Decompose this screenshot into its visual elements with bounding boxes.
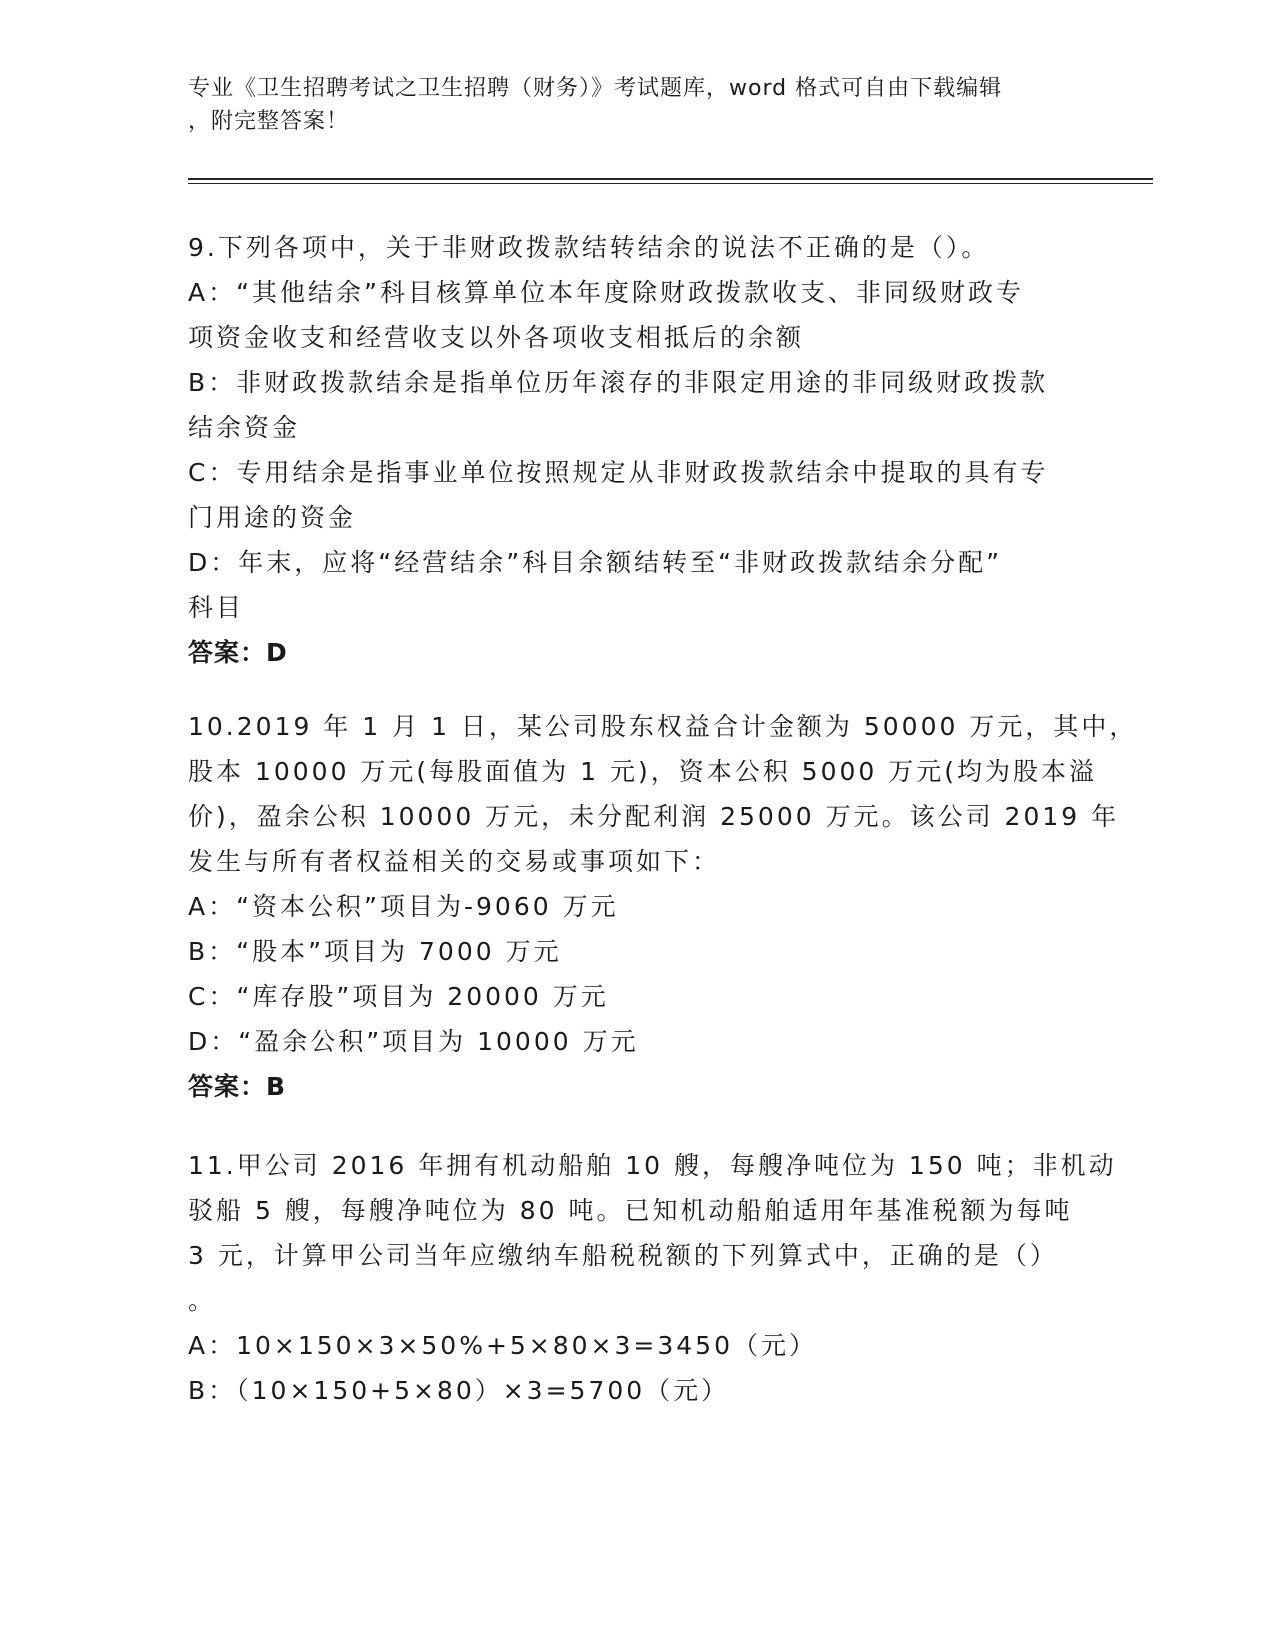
question-11 [188,1143,1117,1413]
question-9 [188,225,1088,675]
header-divider [188,178,1153,180]
answer-line: 答案：B [188,1072,287,1101]
option-line: 科目 [188,593,245,622]
option-line: A：10×150×3×50%+5×80×3=3450（元） [188,1331,817,1360]
question-line: 10.2019 年 1 月 1 日，某公司股东权益合计金额为 50000 万元，其中， [188,712,1138,741]
question-line: 发生与所有者权益相关的交易或事项如下： [188,847,721,876]
question-line: 3 元，计算甲公司当年应缴纳车船税税额的下列算式中，正确的是（） [188,1241,1058,1270]
question-line: 驳船 5 艘，每艘净吨位为 80 吨。已知机动船舶适用年基准税额为每吨 [188,1196,1073,1225]
answer-line: 答案：D [188,638,288,667]
option-line: 项资金收支和经营收支以外各项收支相抵后的余额 [188,323,805,352]
document-header [188,72,1088,138]
header-line: ，附完整答案！ [188,109,350,134]
option-line: C：“库存股”项目为 20000 万元 [188,982,609,1011]
header-divider [188,183,1153,184]
question-line: 11.甲公司 2016 年拥有机动船舶 10 艘，每艘净吨位为 150 吨；非机动 [188,1151,1117,1180]
header-line: 专业《卫生招聘考试之卫生招聘（财务）》考试题库，word 格式可自由下载编辑 [188,76,1003,101]
question-line: 价)，盈余公积 10000 万元，未分配利润 25000 万元。该公司 2019 年 [188,802,1120,831]
option-line: A：“资本公积”项目为-9060 万元 [188,892,619,921]
option-line: B：非财政拨款结余是指单位历年滚存的非限定用途的非同级财政拨款 [188,368,1049,397]
option-line: D：年末，应将“经营结余”科目余额结转至“非财政拨款结余分配” [188,548,1003,577]
option-line: B：“股本”项目为 7000 万元 [188,937,562,966]
option-line: A：“其他结余”科目核算单位本年度除财政拨款收支、非同级财政专 [188,278,1025,307]
question-line: 9.下列各项中，关于非财政拨款结转结余的说法不正确的是（）。 [188,233,990,262]
option-line: D：“盈余公积”项目为 10000 万元 [188,1027,639,1056]
option-line: 结余资金 [188,413,301,442]
question-line: 。 [188,1286,217,1315]
option-line: 门用途的资金 [188,503,357,532]
question-line: 股本 10000 万元(每股面值为 1 元)，资本公积 5000 万元(均为股本溢 [188,757,1098,786]
option-line: C：专用结余是指事业单位按照规定从非财政拨款结余中提取的具有专 [188,458,1049,487]
option-line: B：（10×150+5×80）×3=5700（元） [188,1376,730,1405]
question-10 [188,704,1138,1109]
